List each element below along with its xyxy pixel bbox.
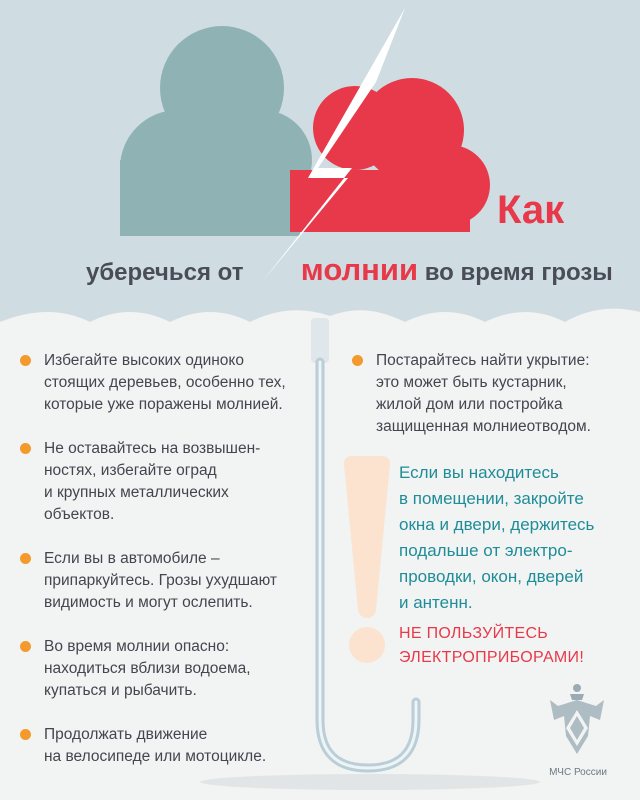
bullet-icon	[20, 355, 31, 366]
mchs-emblem-icon	[544, 680, 610, 758]
list-item: Во время молнии опасно: находиться вблизи водоема, купаться и рыбачить.	[20, 636, 320, 702]
list-item: Постарайтесь найти укрытие: это может быть кустарник, жилой дом или постройка защищенная молниеотводом.	[352, 350, 632, 438]
bullet-icon	[20, 553, 31, 564]
exclamation-icon	[344, 456, 390, 618]
title-before: уберечься от	[86, 259, 244, 286]
title-highlight: молнии	[300, 252, 419, 287]
right-tips-list	[352, 350, 632, 438]
title-kak: Как	[497, 188, 565, 232]
warning-text: НЕ ПОЛЬЗУЙТЕСЬ ЭЛЕКТРОПРИБОРАМИ!	[399, 625, 585, 666]
list-item: Если вы в автомобиле – припаркуйтесь. Грозы ухудшают видимость и могут ослепить.	[20, 548, 320, 614]
list-item: Продолжать движение на велосипеде или мотоцикле.	[20, 724, 320, 768]
bullet-icon	[352, 355, 363, 366]
title-after: во время грозы	[424, 259, 613, 286]
bullet-icon	[20, 729, 31, 740]
left-tips-list	[20, 350, 320, 790]
list-item: Не оставайтесь на возвышен- ностях, избегайте оград и крупных металлических объектов.	[20, 438, 320, 526]
bullet-icon	[20, 443, 31, 454]
page-title	[86, 252, 613, 288]
list-item: Избегайте высоких одиноко стоящих деревьев, особенно тех, которые уже поражены молнией.	[20, 350, 320, 416]
org-label: МЧС России	[549, 767, 607, 778]
indoor-advice: Если вы находитесь в помещении, закройте окна и двери, держитесь подальше от электро- проводки, окон, дверей и антенн.	[399, 463, 595, 612]
bullet-icon	[20, 641, 31, 652]
